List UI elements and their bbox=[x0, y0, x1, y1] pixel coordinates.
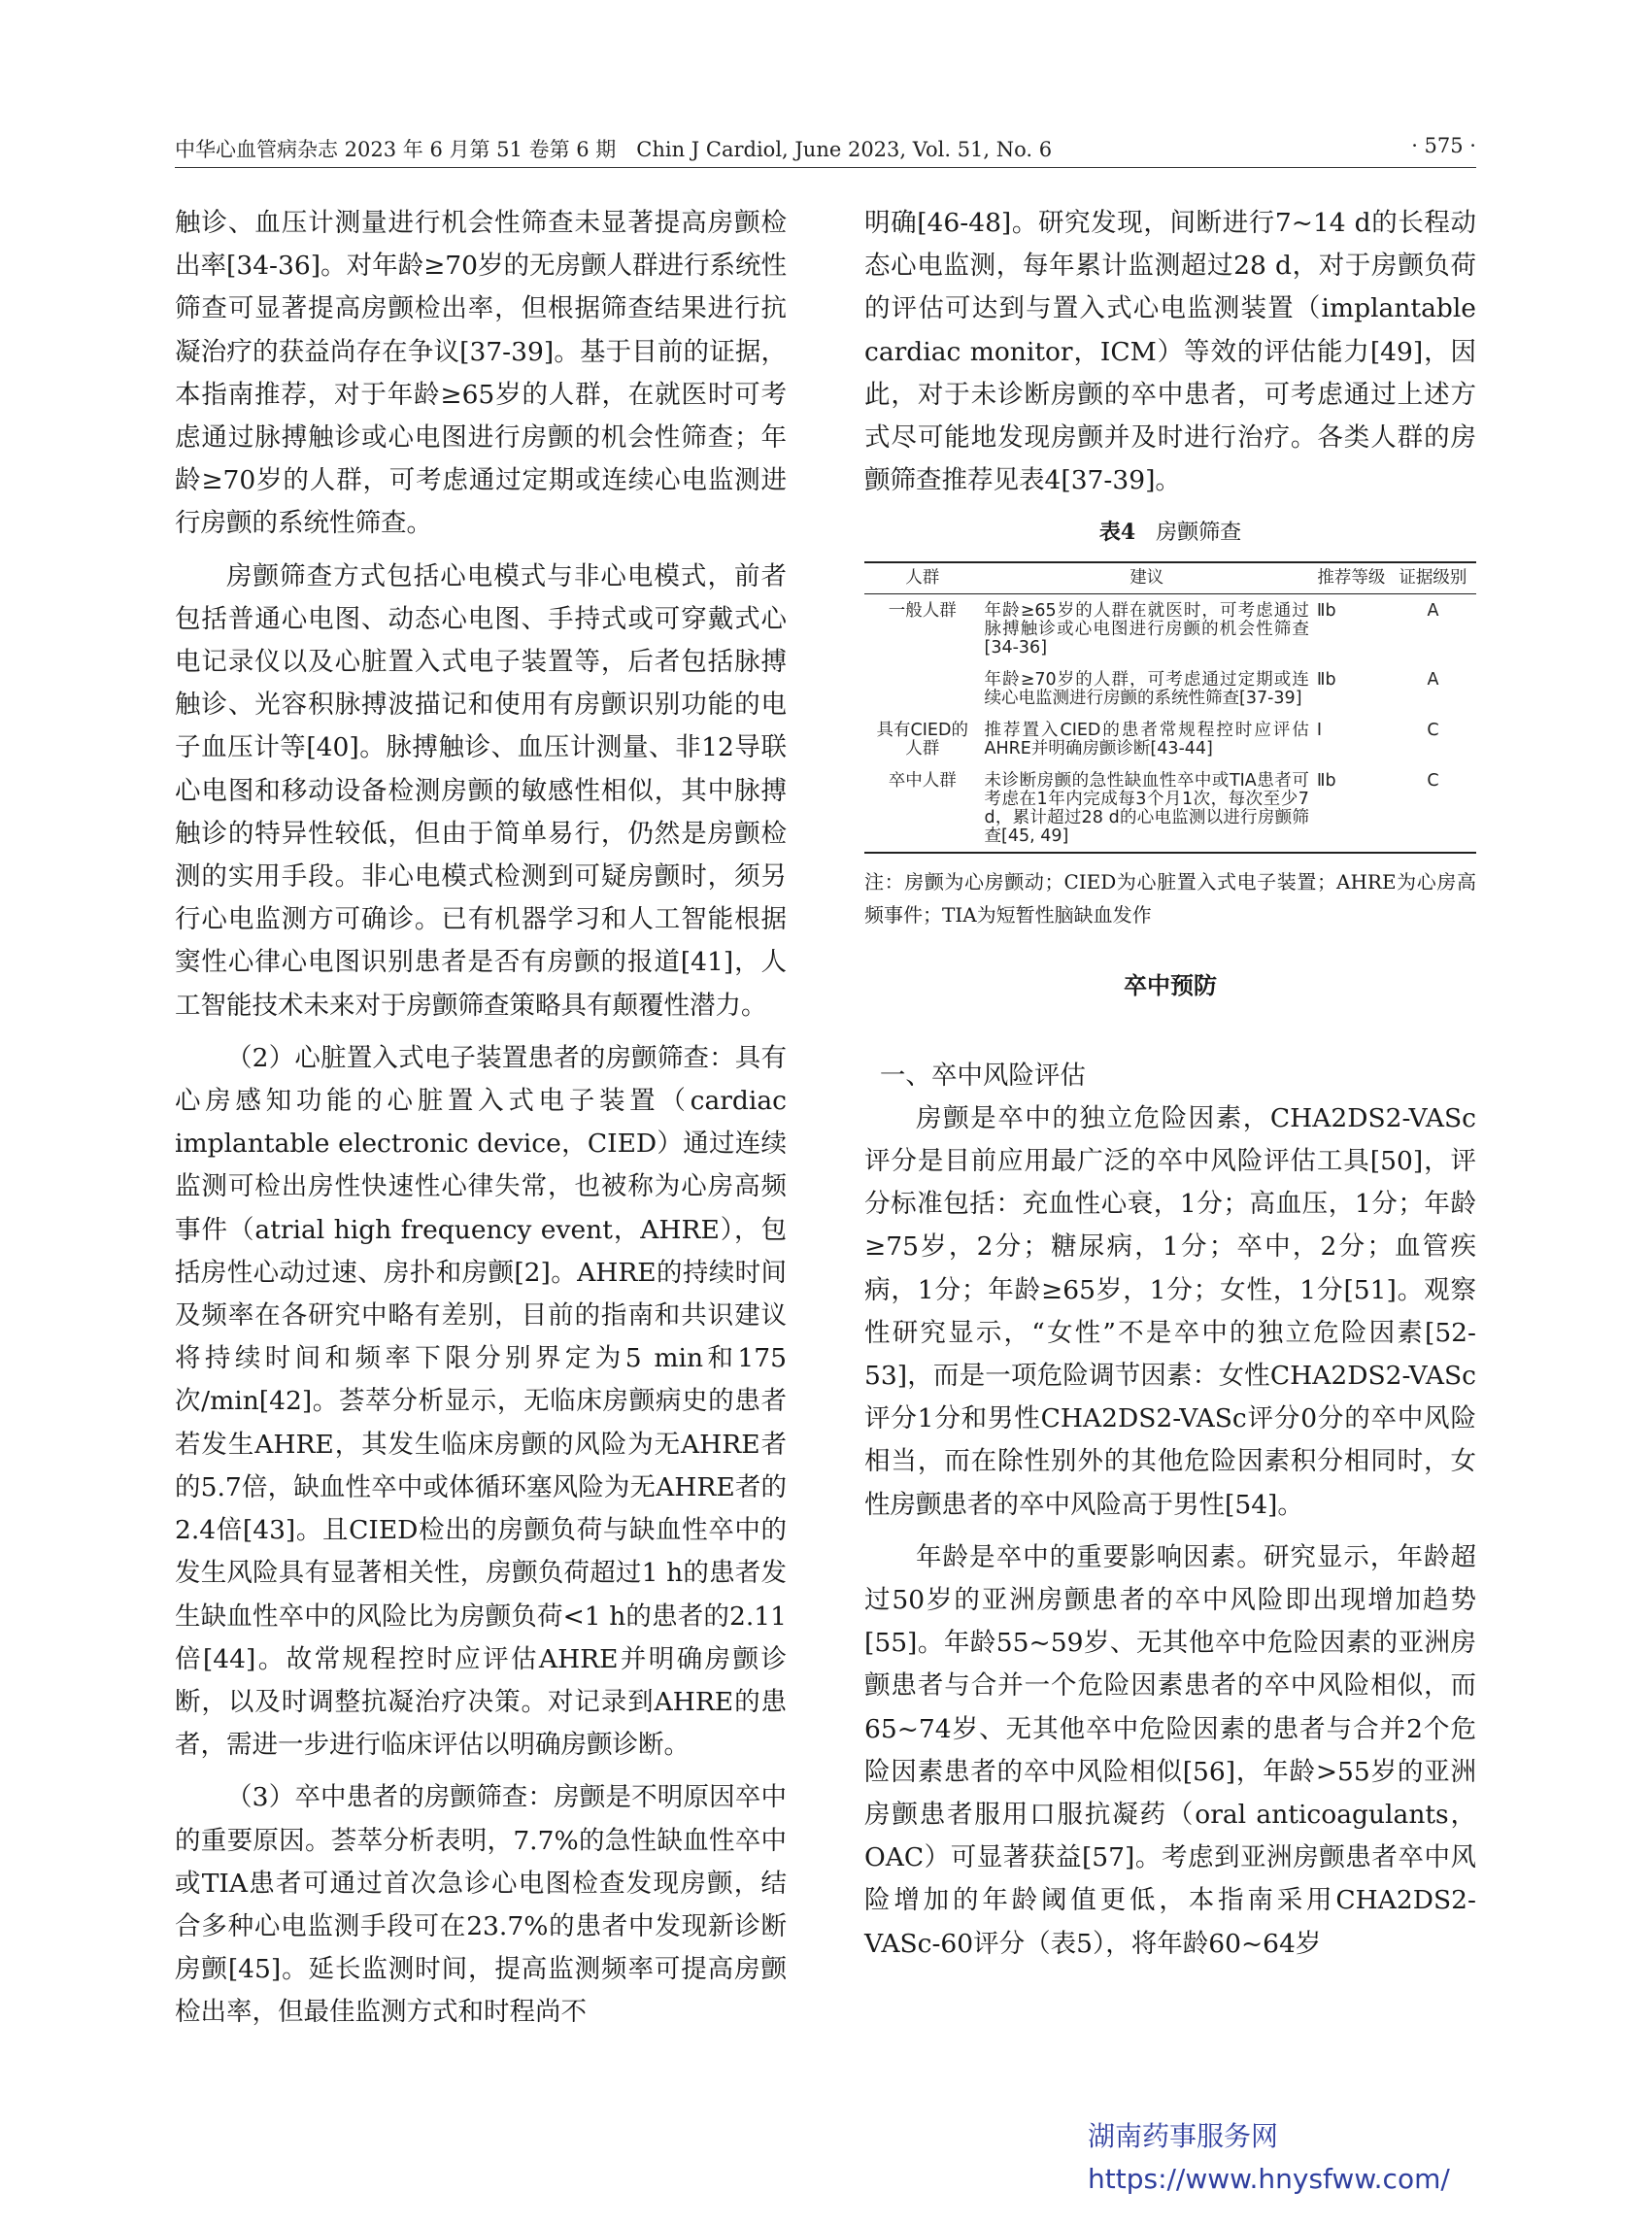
col-header-group: 人群 bbox=[905, 568, 940, 589]
cell-evidence: C bbox=[1427, 771, 1439, 792]
paragraph: 年龄是卒中的重要影响因素。研究显示，年龄超过50岁的亚洲房颤患者的卒中风险即出现增加趋势[55]。年龄55~59岁、无其他卒中危险因素的亚洲房颤患者与合并一个危险因素患者的卒中风险相似，而65~74岁、无其他卒中危险因素的患者与合并2个危险因素患者的卒中风险相似[56]，年龄>55岁的亚洲房颤患者服用口服抗凝药（oral anticoagulants，OAC）可显著获益[57]。考虑到亚洲房颤患者卒中风险增加的年龄阈值更低，本指南采用CHA2DS2-VASc-60评分（表5），将年龄60~64岁 bbox=[864, 1541, 1476, 1959]
right-column bbox=[864, 202, 1476, 1966]
paragraph: 触诊、血压计测量进行机会性筛查未显著提高房颤检出率[34-36]。对年龄≥70岁的无房颤人群进行系统性筛查可显著提高房颤检出率，但根据筛查结果进行抗凝治疗的获益尚存在争议[37-39]。基于目前的证据，本指南推荐，对于年龄≥65岁的人群，在就医时可考虑通过脉搏触诊或心电图进行房颤的机会性筛查；年龄≥70岁的人群，可考虑通过定期或连续心电监测进行房颤的系统性筛查。 bbox=[175, 208, 787, 539]
cell-group bbox=[864, 663, 981, 714]
cell-level: Ⅱb bbox=[1316, 670, 1336, 691]
col-header-suggestion: 建议 bbox=[1129, 568, 1164, 589]
table-header-row bbox=[864, 562, 1476, 594]
paragraph: 房颤是卒中的独立危险因素，CHA2DS2-VASc评分是目前应用最广泛的卒中风险评估工具[50]，评分标准包括：充血性心衰，1分；高血压，1分；年龄≥75岁，2分；糖尿病，1分；卒中，2分；血管疾病，1分；年龄≥65岁，1分；女性，1分[51]。观察性研究显示，“女性”不是卒中的独立危险因素[52-53]，而是一项危险调节因素：女性CHA2DS2-VASc评分1分和男性CHA2DS2-VASc评分0分的卒中风险相当，而在除性别外的其他危险因素积分相同时，女性房颤患者的卒中风险高于男性[54]。 bbox=[864, 1102, 1476, 1520]
table-row bbox=[864, 663, 1476, 714]
cell-evidence: A bbox=[1427, 601, 1439, 622]
cell-level: Ⅰ bbox=[1316, 721, 1323, 741]
paragraph: （2）心脏置入式电子装置患者的房颤筛查：具有心房感知功能的心脏置入式电子装置（cardiac implantable electronic device，CIED）通过连续监测可检出房性快速性心律失常，也被称为心房高频事件（atrial high frequency event，AHRE），包括房性心动过速、房扑和房颤[2]。AHRE的持续时间及频率在各研究中略有差别，目前的指南和共识建议将持续时间和频率下限分别界定为5 min和175次/min[42]。荟萃分析显示，无临床房颤病史的患者若发生AHRE，其发生临床房颤的风险为无AHRE者的5.7倍，缺血性卒中或体循环塞风险为无AHRE者的2.4倍[43]。且CIED检出的房颤负荷与缺血性卒中的发生风险具有显著相关性，房颤负荷超过1 h的患者发生缺血性卒中的风险比为房颤负荷<1 h的患者的2.11倍[44]。故常规程控时应评估AHRE并明确房颤诊断，以及时调整抗凝治疗决策。对记录到AHRE的患者，需进一步进行临床评估以明确房颤诊断。 bbox=[175, 1042, 787, 1761]
left-column bbox=[175, 202, 787, 2035]
cell-group: 卒中人群 bbox=[888, 771, 957, 792]
table-row bbox=[864, 764, 1476, 853]
cell-suggestion: 推荐置入CIED的患者常规程控时应评估AHRE并明确房颤诊断[43-44] bbox=[984, 721, 1309, 759]
cell-evidence: A bbox=[1427, 670, 1439, 691]
journal-citation: 中华心血管病杂志 2023 年 6 月第 51 卷第 6 期 Chin J Cardiol, June 2023, Vol. 51, No. 6 bbox=[175, 138, 1053, 161]
cell-suggestion: 年龄≥70岁的人群，可考虑通过定期或连续心电监测进行房颤的系统性筛查[37-39] bbox=[984, 670, 1309, 709]
subheading: 一、卒中风险评估 bbox=[879, 1060, 1086, 1091]
page-number: · 575 · bbox=[1411, 134, 1476, 157]
cell-evidence: C bbox=[1427, 721, 1439, 741]
paragraph: （3）卒中患者的房颤筛查：房颤是不明原因卒中的重要原因。荟萃分析表明，7.7%的急性缺血性卒中或TIA患者可通过首次急诊心电图检查发现房颤，结合多种心电监测手段可在23.7%的患者中发现新诊断房颤[45]。延长监测时间，提高监测频率可提高房颤检出率，但最佳监测方式和时程尚不 bbox=[175, 1782, 787, 2028]
table-note: 注：房颤为心房颤动；CIED为心脏置入式电子装置；AHRE为心房高频事件；TIA为短暂性脑缺血发作 bbox=[864, 870, 1476, 927]
paragraph: 明确[46-48]。研究发现，间断进行7~14 d的长程动态心电监测，每年累计监测超过28 d，对于房颤负荷的评估可达到与置入式心电监测装置（implantable cardiac monitor，ICM）等效的评估能力[49]，因此，对于未诊断房颤的卒中患者，可考虑通过上述方式尽可能地发现房颤并及时进行治疗。各类人群的房颤筛查推荐见表4[37-39]。 bbox=[864, 208, 1476, 496]
paragraph: 房颤筛查方式包括心电模式与非心电模式，前者包括普通心电图、动态心电图、手持式或可穿戴式心电记录仪以及心脏置入式电子装置等，后者包括脉搏触诊、光容积脉搏波描记和使用有房颤识别功能的电子血压计等[40]。脉搏触诊、血压计测量、非12导联心电图和移动设备检测房颤的敏感性相似，其中脉搏触诊的特异性较低，但由于简单易行，仍然是房颤检测的实用手段。非心电模式检测到可疑房颤时，须另行心电监测方可确诊。已有机器学习和人工智能根据窦性心律心电图识别患者是否有房颤的报道[41]，人工智能技术未来对于房颤筛查策略具有颠覆性潜力。 bbox=[175, 560, 787, 1021]
watermark-url[interactable]: https://www.hnysfww.com/ bbox=[1088, 2163, 1450, 2195]
cell-group: 具有CIED的人群 bbox=[876, 721, 968, 759]
watermark bbox=[1088, 2115, 1450, 2201]
table-row bbox=[864, 594, 1476, 664]
running-header bbox=[175, 134, 1476, 168]
cell-suggestion: 未诊断房颤的急性缺血性卒中或TIA患者可考虑在1年内完成每3个月1次，每次至少7 d，累计超过28 d的心电监测以进行房颤筛查[45, 49] bbox=[984, 771, 1309, 847]
cell-group: 一般人群 bbox=[888, 601, 957, 622]
table-row bbox=[864, 714, 1476, 764]
table-caption-label: 表4 bbox=[1098, 520, 1136, 546]
table-caption bbox=[864, 518, 1476, 548]
col-header-level: 推荐等级 bbox=[1317, 568, 1386, 589]
col-header-evidence: 证据级别 bbox=[1399, 568, 1467, 589]
cell-suggestion: 年龄≥65岁的人群在就医时，可考虑通过脉搏触诊或心电图进行房颤的机会性筛查[34-36] bbox=[984, 601, 1309, 658]
cell-level: Ⅱb bbox=[1316, 601, 1336, 622]
screening-table bbox=[864, 561, 1476, 854]
table-caption-title: 房颤筛查 bbox=[1156, 521, 1242, 546]
section-title: 卒中预防 bbox=[1124, 972, 1217, 1000]
cell-level: Ⅱb bbox=[1316, 771, 1336, 792]
watermark-site-name: 湖南药事服务网 bbox=[1088, 2120, 1279, 2152]
